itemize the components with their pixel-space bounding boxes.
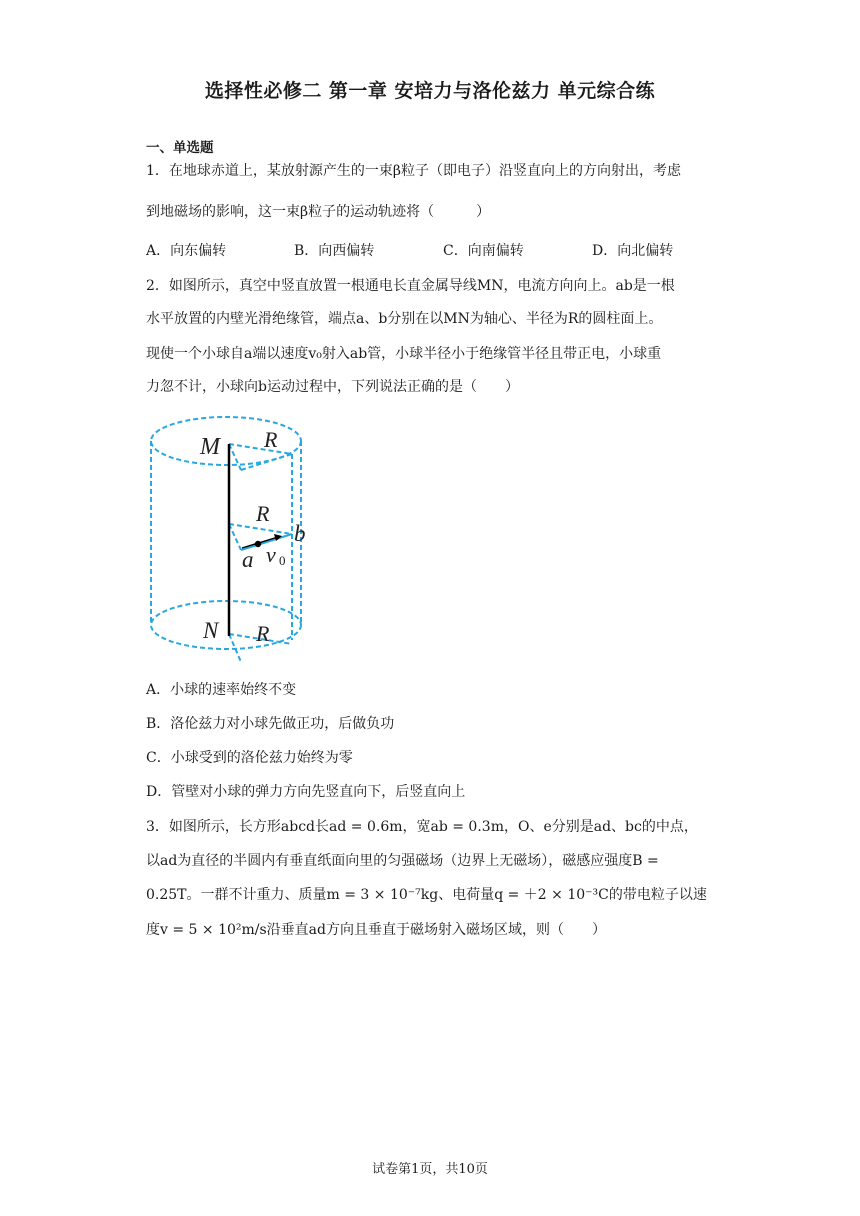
label-v-subscript: 0 <box>279 553 286 568</box>
top-radius-line-2 <box>229 444 241 470</box>
q1-option-d: D．向北偏转 <box>592 243 674 259</box>
label-r-bottom: R <box>256 621 270 646</box>
q1-option-b: B．向西偏转 <box>294 243 375 259</box>
q2-line-3: 现使一个小球自a端以速度v₀射入ab管，小球半径小于绝缘管半径且带正电，小球重 <box>146 346 662 362</box>
q1-option-a: A．向东偏转 <box>146 243 227 259</box>
section-heading: 一、单选题 <box>146 140 214 156</box>
page-title: 选择性必修二 第一章 安培力与洛伦兹力 单元综合练 <box>204 80 656 102</box>
label-a: a <box>242 547 254 572</box>
q1-line-1: 1．在地球赤道上，某放射源产生的一束β粒子（即电子）沿竖直向上的方向射出，考虑 <box>146 163 681 179</box>
label-n: N <box>203 618 219 643</box>
q2-line-1: 2．如图所示，真空中竖直放置一根通电长直金属导线MN，电流方向向上。ab是一根 <box>146 278 675 294</box>
top-radius-line <box>229 444 292 454</box>
top-chord-line <box>241 454 292 470</box>
q2-option-a: A．小球的速率始终不变 <box>146 682 297 698</box>
label-r-mid: R <box>256 501 270 526</box>
top-ellipse <box>151 417 301 465</box>
cylinder-diagram <box>146 408 316 676</box>
label-m: M <box>200 434 220 460</box>
label-v: v <box>266 542 276 567</box>
label-r-top: R <box>264 427 278 452</box>
q2-option-b: B．洛伦兹力对小球先做正功，后做负功 <box>146 716 395 732</box>
q3-line-2: 以ad为直径的半圆内有垂直纸面向里的匀强磁场（边界上无磁场），磁感应强度B = <box>146 853 659 869</box>
label-b: b <box>294 521 306 546</box>
q2-option-d: D．管壁对小球的弹力方向先竖直向下，后竖直向上 <box>146 784 466 800</box>
mid-radius-line-2 <box>229 524 241 550</box>
q2-option-c: C．小球受到的洛伦兹力始终为零 <box>146 750 353 766</box>
q2-line-2: 水平放置的内壁光滑绝缘管，端点a、b分别在以MN为轴心、半径为R的圆柱面上。 <box>146 311 663 327</box>
q3-line-1: 3．如图所示，长方形abcd长ad = 0.6m，宽ab = 0.3m，O、e分别是ad、bc的中点， <box>146 819 698 835</box>
q1-line-2: 到地磁场的影响，这一束β粒子的运动轨迹将（ ） <box>146 204 491 220</box>
q3-line-4: 度v = 5 × 10²m/s沿垂直ad方向且垂直于磁场射入磁场区域，则（ ） <box>146 922 606 938</box>
q1-option-c: C．向南偏转 <box>443 243 524 259</box>
page-footer: 试卷第1页，共10页 <box>372 1162 488 1177</box>
q3-line-3: 0.25T。一群不计重力、质量m = 3 × 10⁻⁷kg、电荷量q = ＋2 × 10⁻³C的带电粒子以速 <box>146 887 707 903</box>
q2-line-4: 力忽不计，小球向b运动过程中，下列说法正确的是（ ） <box>146 379 519 395</box>
